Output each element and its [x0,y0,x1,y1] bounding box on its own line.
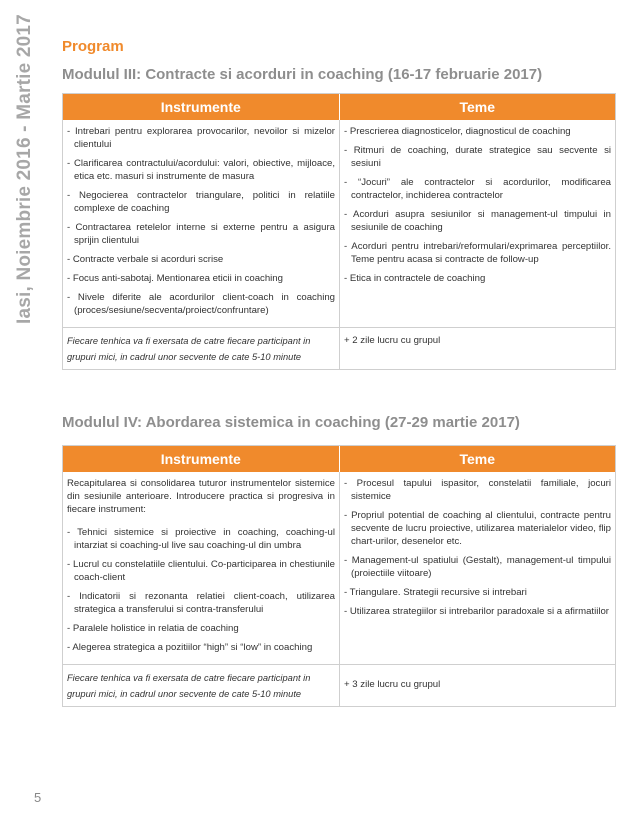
module3-table-body [63,120,615,327]
module4-footer-note: Fiecare tenhica va fi exersata de catre fiecare participant in grupuri mici, in cadrul unor secvente de cate 5-10 minute [63,665,340,706]
module4-header-instrumente: Instrumente [63,446,340,472]
list-item: - Clarificarea contractului/acordului: valori, obiective, mijloace, etica etc. masuri si instrumente de masura [67,158,335,182]
list-item: - Acorduri pentru intrebari/reformulari/exprimarea perceptiilor. Teme pentru acasa si contracte de follow-up [344,241,611,265]
list-item: - Indicatorii si rezonanta relatiei client-coach, utilizarea strategica a transferului si contra-transferului [67,591,335,615]
module3-header-instrumente: Instrumente [63,94,340,120]
list-item: - “Jocuri” ale contractelor si acordurilor, modificarea contractelor, inchiderea contractelor [344,177,611,201]
list-item: - Nivele diferite ale acordurilor client-coach in coaching (proces/sesiune/secventa/proiect/confruntare) [67,292,335,316]
module4-instrumente-column [63,472,340,664]
list-item: - Lucrul cu constelatiile clientului. Co-participarea in chestiunile coach-client [67,559,335,583]
module4-intro-paragraph: Recapitularea si consolidarea tuturor instrumentelor sistemice din sesiunile anterioare. Introducere practica si progresiva in fiecare instrument: [67,478,335,515]
side-date-label: Iasi, Noiembrie 2016 - Martie 2017 [14,14,35,324]
list-item: - Focus anti-sabotaj. Mentionarea eticii in coaching [67,273,283,284]
list-item: - Prescrierea diagnosticelor, diagnosticul de coaching [344,126,571,137]
module4-table-body [63,472,615,664]
module4-footer-days: + 3 zile lucru cu grupul [344,679,441,690]
list-item: - Ritmuri de coaching, durate strategice sau secvente si sesiuni [344,145,611,169]
module3-footer-days: + 2 zile lucru cu grupul [344,335,441,346]
list-item: - Alegerea strategica a pozitiilor “high” si “low” in coaching [67,642,313,653]
list-item: - Triangulare. Strategii recursive si intrebari [344,587,527,598]
list-item: - Acorduri asupra sesiunilor si management-ul timpului in sesiunile de coaching [344,209,611,233]
module3-teme-column [340,120,615,327]
list-item: - Negocierea contractelor triangulare, politici in relatiile complexe de coaching [67,190,335,214]
module4-table [62,445,616,707]
module4-header-teme: Teme [459,451,496,467]
module4-table-header [63,446,615,472]
program-heading: Program [62,38,124,55]
page-number: 5 [34,790,42,805]
module3-footer-note: Fiecare tenhica va fi exersata de catre fiecare participant in grupuri mici, in cadrul unor secvente de cate 5-10 minute [63,328,340,369]
module3-header-teme: Teme [459,99,496,115]
module4-title: Modulul IV: Abordarea sistemica in coaching (27-29 martie 2017) [62,414,520,431]
list-item: - Management-ul spatiului (Gestalt), management-ul timpului (proiectiile viitoare) [344,555,611,579]
list-item: - Propriul potential de coaching al clientului, contracte pentru secvente de lucru proiective, utilizarea materialelor video, flip chart-urilor, desenelor etc. [344,510,611,547]
module4-table-footer [63,665,615,706]
list-item: - Tehnici sistemice si proiective in coaching, coaching-ul intarziat si coaching-ul live sau coaching-ul din umbra [67,527,335,551]
module4-teme-column [340,472,615,664]
module3-table-footer [63,328,615,369]
list-item: - Contracte verbale si acorduri scrise [67,254,224,265]
list-item: - Paralele holistice in relatia de coaching [67,623,239,634]
module3-title: Modulul III: Contracte si acorduri in coaching (16-17 februarie 2017) [62,66,543,83]
list-item: - Procesul tapului ispasitor, constelatii familiale, jocuri sistemice [344,478,611,502]
list-item: - Utilizarea strategiilor si intrebarilor paradoxale si a afirmatiilor [344,606,609,617]
list-item: - Contractarea retelelor interne si externe pentru a asigura sprijin clientului [67,222,335,246]
module3-table-header [63,94,615,120]
list-item: - Etica in contractele de coaching [344,273,486,284]
module3-instrumente-column [63,120,340,327]
list-item: - Intrebari pentru explorarea provocarilor, nevoilor si mizelor clientului [67,126,335,150]
module3-table [62,93,616,370]
